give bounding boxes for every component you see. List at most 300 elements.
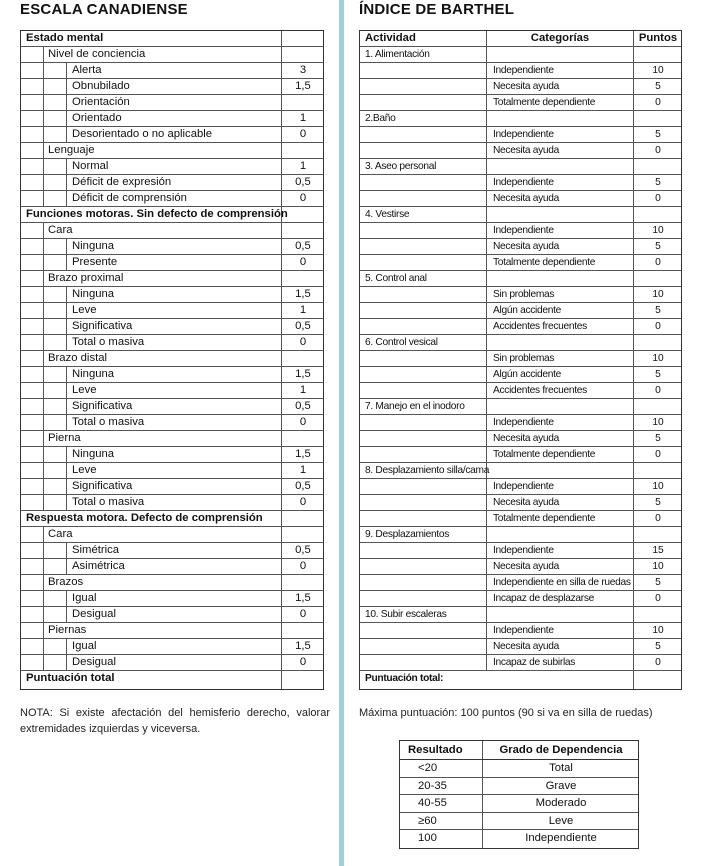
indent-rule bbox=[43, 47, 44, 62]
points-column-rule bbox=[281, 271, 282, 286]
column-rule bbox=[486, 479, 487, 494]
indent-rule bbox=[43, 463, 44, 478]
points-value: 0 bbox=[655, 593, 661, 604]
column-rule bbox=[486, 559, 487, 574]
result-row bbox=[400, 813, 638, 831]
points-value: 1 bbox=[299, 304, 307, 316]
scale-row bbox=[21, 47, 323, 63]
points-column-rule bbox=[281, 575, 282, 590]
column-rule bbox=[486, 127, 487, 142]
barthel-row bbox=[360, 143, 681, 159]
category-label: Independiente bbox=[493, 481, 554, 492]
column-rule bbox=[633, 111, 634, 126]
option-label: Total o masiva bbox=[72, 496, 145, 508]
column-rule bbox=[486, 319, 487, 334]
canadian-scale-table bbox=[20, 30, 324, 690]
indent-rule bbox=[66, 63, 67, 78]
item-label: Brazos bbox=[48, 576, 84, 588]
activity-header: Actividad bbox=[365, 32, 416, 44]
points-header: Puntos bbox=[638, 32, 678, 44]
scale-row bbox=[21, 111, 323, 127]
points-value: 1,5 bbox=[295, 592, 311, 604]
column-rule bbox=[486, 431, 487, 446]
activity-label: 3. Aseo personal bbox=[365, 161, 437, 172]
max-score-note: Máxima puntuación: 100 puntos (90 si va en silla de ruedas) bbox=[359, 707, 653, 719]
points-value: 3 bbox=[299, 64, 307, 76]
column-rule bbox=[486, 287, 487, 302]
indent-rule bbox=[66, 383, 67, 398]
indent-rule bbox=[43, 591, 44, 606]
column-rule bbox=[486, 623, 487, 638]
points-value: 5 bbox=[655, 129, 661, 140]
barthel-row bbox=[360, 463, 681, 479]
column-rule bbox=[486, 399, 487, 414]
points-column-rule bbox=[281, 95, 282, 110]
column-rule bbox=[486, 63, 487, 78]
column-rule bbox=[633, 335, 634, 350]
scale-row bbox=[21, 127, 323, 143]
indent-rule bbox=[43, 495, 44, 510]
category-label: Sin problemas bbox=[493, 289, 555, 300]
column-rule bbox=[486, 527, 487, 542]
indent-rule bbox=[43, 527, 44, 542]
scale-row bbox=[21, 303, 323, 319]
option-label: Déficit de expresión bbox=[72, 176, 172, 188]
points-value: 5 bbox=[655, 577, 661, 588]
column-rule bbox=[633, 671, 634, 689]
item-label: Brazo distal bbox=[48, 352, 108, 364]
barthel-row bbox=[360, 95, 681, 111]
points-value: 0 bbox=[299, 608, 307, 620]
points-value: 1 bbox=[299, 112, 307, 124]
points-value: 0 bbox=[655, 513, 661, 524]
scale-row bbox=[21, 367, 323, 383]
column-divider bbox=[339, 0, 344, 866]
column-rule bbox=[633, 47, 634, 62]
activity-label: 7. Manejo en el inodoro bbox=[365, 401, 465, 412]
indent-rule bbox=[66, 191, 67, 206]
indent-rule bbox=[43, 223, 44, 238]
scale-row bbox=[21, 527, 323, 543]
column-rule bbox=[486, 191, 487, 206]
item-label: Lenguaje bbox=[48, 144, 95, 156]
grade-value: Moderado bbox=[535, 797, 587, 809]
barthel-row bbox=[360, 415, 681, 431]
option-label: Obnubilado bbox=[72, 80, 130, 92]
scale-row bbox=[21, 287, 323, 303]
scale-row bbox=[21, 143, 323, 159]
option-label: Total o masiva bbox=[72, 416, 145, 428]
points-value: 5 bbox=[655, 177, 661, 188]
column-rule bbox=[486, 607, 487, 622]
activity-label: 2.Baño bbox=[365, 113, 396, 124]
category-label: Algún accidente bbox=[493, 369, 561, 380]
category-label: Independiente bbox=[493, 65, 554, 76]
points-value: 15 bbox=[652, 545, 664, 556]
points-value: 1,5 bbox=[295, 640, 311, 652]
column-rule bbox=[633, 607, 634, 622]
indent-rule bbox=[66, 559, 67, 574]
option-label: Igual bbox=[72, 640, 97, 652]
result-value: <20 bbox=[418, 762, 438, 774]
option-label: Significativa bbox=[72, 320, 133, 332]
points-value: 10 bbox=[652, 353, 664, 364]
category-header: Categorías bbox=[530, 32, 590, 44]
barthel-row bbox=[360, 271, 681, 287]
points-column-rule bbox=[281, 351, 282, 366]
column-rule bbox=[486, 591, 487, 606]
section-label: Respuesta motora. Defecto de comprensión bbox=[26, 512, 263, 524]
option-label: Normal bbox=[72, 160, 109, 172]
item-label: Piernas bbox=[48, 624, 87, 636]
column-rule bbox=[486, 367, 487, 382]
indent-rule bbox=[43, 287, 44, 302]
points-value: 0,5 bbox=[295, 240, 311, 252]
category-label: Totalmente dependiente bbox=[493, 449, 596, 460]
indent-rule bbox=[43, 335, 44, 350]
indent-rule bbox=[43, 63, 44, 78]
indent-rule bbox=[66, 655, 67, 670]
item-label: Cara bbox=[48, 224, 73, 236]
indent-rule bbox=[43, 239, 44, 254]
indent-rule bbox=[66, 159, 67, 174]
result-value: 40-55 bbox=[418, 797, 447, 809]
barthel-row bbox=[360, 511, 681, 527]
indent-rule bbox=[43, 639, 44, 654]
indent-rule bbox=[43, 255, 44, 270]
grade-value: Grave bbox=[545, 779, 577, 792]
points-value: 0,5 bbox=[295, 544, 311, 556]
points-value: 5 bbox=[655, 305, 661, 316]
category-label: Necesita ayuda bbox=[493, 241, 560, 252]
column-rule bbox=[633, 207, 634, 222]
points-column-rule bbox=[281, 671, 282, 689]
barthel-row bbox=[360, 479, 681, 495]
points-value: 5 bbox=[655, 369, 661, 380]
points-value: 0,5 bbox=[295, 320, 311, 332]
barthel-row bbox=[360, 335, 681, 351]
barthel-row bbox=[360, 287, 681, 303]
category-label: Independiente bbox=[493, 129, 554, 140]
scale-row bbox=[21, 223, 323, 239]
barthel-row bbox=[360, 239, 681, 255]
option-label: Asimétrica bbox=[72, 560, 125, 572]
points-value: 0 bbox=[655, 193, 661, 204]
scale-row bbox=[21, 607, 323, 623]
column-rule bbox=[486, 47, 487, 62]
indent-rule bbox=[66, 111, 67, 126]
barthel-row bbox=[360, 591, 681, 607]
column-rule bbox=[486, 415, 487, 430]
column-rule bbox=[486, 255, 487, 270]
column-rule bbox=[486, 79, 487, 94]
barthel-row bbox=[360, 255, 681, 271]
indent-rule bbox=[66, 175, 67, 190]
option-label: Ninguna bbox=[72, 448, 115, 460]
option-label: Ninguna bbox=[72, 240, 115, 252]
indent-rule bbox=[43, 623, 44, 638]
points-value: 10 bbox=[652, 65, 664, 76]
column-rule bbox=[486, 143, 487, 158]
points-value: 5 bbox=[655, 241, 661, 252]
indent-rule bbox=[66, 495, 67, 510]
scale-row bbox=[21, 655, 323, 671]
column-rule bbox=[486, 111, 487, 126]
category-label: Accidentes frecuentes bbox=[493, 385, 587, 396]
category-label: Incapaz de subirlas bbox=[493, 657, 576, 668]
barthel-row bbox=[360, 303, 681, 319]
scale-row bbox=[21, 671, 323, 689]
indent-rule bbox=[43, 447, 44, 462]
points-value: 0 bbox=[655, 321, 661, 332]
scale-row bbox=[21, 511, 323, 527]
category-label: Independiente en silla de ruedas bbox=[493, 577, 631, 588]
indent-rule bbox=[43, 95, 44, 110]
section-label: Puntuación total bbox=[26, 672, 115, 684]
column-rule bbox=[633, 271, 634, 286]
column-rule bbox=[633, 399, 634, 414]
column-rule bbox=[486, 223, 487, 238]
barthel-header-row bbox=[360, 31, 681, 47]
barthel-row bbox=[360, 399, 681, 415]
indent-rule bbox=[66, 255, 67, 270]
points-value: 10 bbox=[652, 625, 664, 636]
scale-row bbox=[21, 543, 323, 559]
points-value: 10 bbox=[652, 417, 664, 428]
indent-rule bbox=[43, 111, 44, 126]
scale-row bbox=[21, 575, 323, 591]
scale-row bbox=[21, 479, 323, 495]
points-column-rule bbox=[281, 511, 282, 526]
points-value: 5 bbox=[655, 641, 661, 652]
option-label: Leve bbox=[72, 384, 97, 396]
barthel-row bbox=[360, 79, 681, 95]
scale-row bbox=[21, 255, 323, 271]
indent-rule bbox=[43, 543, 44, 558]
barthel-row bbox=[360, 431, 681, 447]
column-rule bbox=[486, 351, 487, 366]
result-header: Resultado bbox=[408, 744, 463, 756]
indent-rule bbox=[43, 271, 44, 286]
column-rule bbox=[486, 383, 487, 398]
indent-rule bbox=[66, 415, 67, 430]
scale-row bbox=[21, 63, 323, 79]
option-label: Leve bbox=[72, 304, 97, 316]
barthel-index-title: ÍNDICE DE BARTHEL bbox=[359, 1, 515, 18]
option-label: Orientado bbox=[72, 112, 122, 124]
points-column-rule bbox=[281, 143, 282, 158]
indent-rule bbox=[43, 479, 44, 494]
indent-rule bbox=[66, 463, 67, 478]
barthel-row bbox=[360, 575, 681, 591]
result-row bbox=[400, 830, 638, 848]
result-value: 20-35 bbox=[418, 779, 447, 792]
points-value: 1 bbox=[299, 384, 307, 396]
scale-row bbox=[21, 335, 323, 351]
barthel-row bbox=[360, 383, 681, 399]
indent-rule bbox=[66, 303, 67, 318]
category-label: Independiente bbox=[493, 417, 554, 428]
points-value: 1,5 bbox=[295, 368, 311, 380]
total-row bbox=[360, 671, 681, 689]
item-label: Pierna bbox=[48, 432, 81, 444]
barthel-row bbox=[360, 63, 681, 79]
column-rule bbox=[486, 511, 487, 526]
result-row bbox=[400, 795, 638, 813]
indent-rule bbox=[43, 351, 44, 366]
column-rule bbox=[486, 655, 487, 670]
option-label: Igual bbox=[72, 592, 97, 604]
option-label: Desorientado o no aplicable bbox=[72, 128, 213, 140]
barthel-row bbox=[360, 367, 681, 383]
activity-label: 4. Vestirse bbox=[365, 209, 410, 220]
points-column-rule bbox=[281, 223, 282, 238]
item-label: Brazo proximal bbox=[48, 272, 124, 284]
barthel-row bbox=[360, 319, 681, 335]
option-label: Simétrica bbox=[72, 544, 120, 556]
barthel-row bbox=[360, 527, 681, 543]
option-label: Ninguna bbox=[72, 288, 115, 300]
result-header-row bbox=[400, 741, 638, 760]
indent-rule bbox=[66, 399, 67, 414]
points-column-rule bbox=[281, 431, 282, 446]
category-label: Independiente bbox=[493, 225, 554, 236]
barthel-row bbox=[360, 159, 681, 175]
barthel-row bbox=[360, 543, 681, 559]
scale-row bbox=[21, 559, 323, 575]
option-label: Ninguna bbox=[72, 368, 115, 380]
points-column-rule bbox=[281, 623, 282, 638]
option-label: Orientación bbox=[72, 96, 130, 108]
points-value: 0 bbox=[655, 657, 661, 668]
activity-label: 6. Control vesical bbox=[365, 337, 438, 348]
indent-rule bbox=[43, 415, 44, 430]
points-value: 1 bbox=[299, 160, 307, 172]
category-label: Necesita ayuda bbox=[493, 193, 560, 204]
indent-rule bbox=[43, 367, 44, 382]
scale-row bbox=[21, 591, 323, 607]
column-rule bbox=[486, 447, 487, 462]
points-value: 10 bbox=[652, 561, 664, 572]
indent-rule bbox=[43, 79, 44, 94]
option-label: Total o masiva bbox=[72, 336, 145, 348]
scale-row bbox=[21, 463, 323, 479]
category-label: Independiente bbox=[493, 177, 554, 188]
indent-rule bbox=[66, 239, 67, 254]
scale-row bbox=[21, 95, 323, 111]
points-value: 10 bbox=[652, 225, 664, 236]
activity-label: 10. Subir escaleras bbox=[365, 609, 447, 620]
indent-rule bbox=[66, 591, 67, 606]
indent-rule bbox=[43, 383, 44, 398]
scale-row bbox=[21, 447, 323, 463]
barthel-row bbox=[360, 639, 681, 655]
column-rule bbox=[486, 239, 487, 254]
column-rule bbox=[633, 463, 634, 478]
indent-rule bbox=[43, 431, 44, 446]
barthel-row bbox=[360, 655, 681, 671]
column-rule bbox=[633, 159, 634, 174]
activity-label: 1. Alimentación bbox=[365, 49, 430, 60]
indent-rule bbox=[66, 367, 67, 382]
barthel-row bbox=[360, 191, 681, 207]
option-label: Leve bbox=[72, 464, 97, 476]
scale-row bbox=[21, 31, 323, 47]
option-label: Desigual bbox=[72, 608, 116, 620]
points-value: 0 bbox=[655, 257, 661, 268]
activity-label: 9. Desplazamientos bbox=[365, 529, 450, 540]
option-label: Déficit de comprensión bbox=[72, 192, 187, 204]
activity-label: 8. Desplazamiento silla/cama bbox=[365, 465, 490, 476]
result-row bbox=[400, 778, 638, 796]
points-column-rule bbox=[281, 527, 282, 542]
indent-rule bbox=[43, 607, 44, 622]
points-value: 0 bbox=[299, 256, 307, 268]
barthel-row bbox=[360, 351, 681, 367]
scale-row bbox=[21, 79, 323, 95]
scale-row bbox=[21, 159, 323, 175]
category-label: Incapaz de desplazarse bbox=[493, 593, 595, 604]
barthel-row bbox=[360, 447, 681, 463]
barthel-row bbox=[360, 47, 681, 63]
scale-row bbox=[21, 191, 323, 207]
column-rule bbox=[633, 527, 634, 542]
points-value: 0 bbox=[655, 145, 661, 156]
category-label: Necesita ayuda bbox=[493, 561, 560, 572]
category-label: Necesita ayuda bbox=[493, 433, 560, 444]
column-rule bbox=[486, 303, 487, 318]
indent-rule bbox=[43, 399, 44, 414]
indent-rule bbox=[66, 319, 67, 334]
indent-rule bbox=[66, 543, 67, 558]
category-label: Necesita ayuda bbox=[493, 641, 560, 652]
indent-rule bbox=[66, 287, 67, 302]
scale-row bbox=[21, 639, 323, 655]
column-rule bbox=[486, 495, 487, 510]
points-column-rule bbox=[281, 31, 282, 46]
column-rule bbox=[486, 271, 487, 286]
scale-row bbox=[21, 399, 323, 415]
barthel-row bbox=[360, 607, 681, 623]
points-value: 5 bbox=[655, 81, 661, 92]
scale-row bbox=[21, 383, 323, 399]
grade-value: Total bbox=[549, 762, 573, 774]
section-label: Funciones motoras. Sin defecto de comprensión bbox=[26, 208, 288, 220]
category-label: Totalmente dependiente bbox=[493, 97, 596, 108]
category-label: Independiente bbox=[493, 545, 554, 556]
total-label: Puntuación total: bbox=[365, 673, 444, 684]
grade-value: Independiente bbox=[525, 832, 597, 844]
canadian-scale-title: ESCALA CANADIENSE bbox=[20, 1, 188, 18]
points-value: 0 bbox=[655, 449, 661, 460]
category-label: Necesita ayuda bbox=[493, 497, 560, 508]
points-value: 0 bbox=[299, 416, 307, 428]
item-label: Cara bbox=[48, 528, 73, 540]
points-value: 1 bbox=[299, 464, 307, 476]
scale-row bbox=[21, 207, 323, 223]
dependency-grade-table bbox=[399, 740, 639, 849]
indent-rule bbox=[66, 607, 67, 622]
column-rule bbox=[486, 639, 487, 654]
category-label: Totalmente dependiente bbox=[493, 513, 596, 524]
indent-rule bbox=[43, 575, 44, 590]
points-value: 0,5 bbox=[295, 176, 311, 188]
item-label: Nivel de conciencia bbox=[48, 48, 146, 60]
scale-row bbox=[21, 351, 323, 367]
barthel-row bbox=[360, 127, 681, 143]
barthel-row bbox=[360, 207, 681, 223]
indent-rule bbox=[66, 127, 67, 142]
